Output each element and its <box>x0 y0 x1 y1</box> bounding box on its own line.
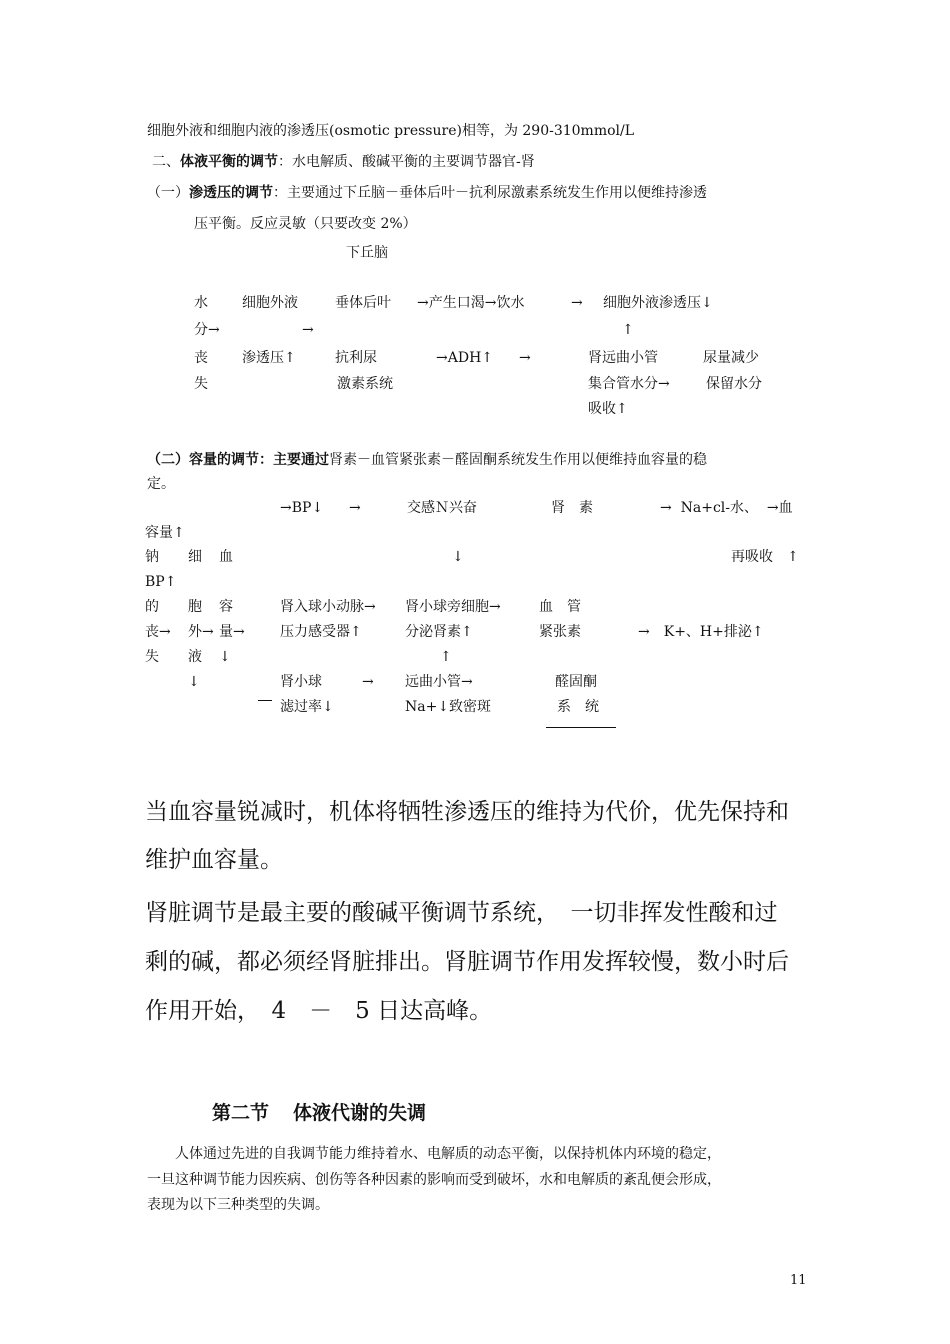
vflow-baro-1: 肾入球小动脉→ <box>280 599 376 615</box>
vol-line1-rest: 肾素－血管紧张素－醛固酮系统发生作用以便维持血容量的稳 <box>329 452 707 468</box>
vflow-gfr-2: 滤过率↓ <box>280 699 334 715</box>
vflow-arrow-b: → <box>362 674 374 690</box>
section2-heading-line <box>152 153 535 171</box>
vflow-up-2: ↑ <box>440 649 452 665</box>
flow-water-3: 丧 <box>194 350 208 366</box>
vflow-aldo-2: 系 统 <box>557 699 599 715</box>
vflow-col3-2: 量→ <box>219 624 245 640</box>
flow-water-2: 分→ <box>194 322 220 338</box>
flow-adh: →ADH↑ <box>436 350 494 366</box>
vflow-underline <box>546 727 616 728</box>
vflow-col2-1: 胞 <box>188 599 202 615</box>
flow-distal-1: 肾远曲小管 <box>588 350 658 366</box>
vflow-sympathetic: 交感Ｎ兴奋 <box>407 500 477 516</box>
vflow-col3-0: 血 <box>219 549 233 565</box>
flow-osm-up: 渗透压↑ <box>242 350 296 366</box>
osm-line2: 压平衡。反应灵敏（只要改变 2%） <box>194 216 417 232</box>
vflow-col2-3: 液 <box>188 649 202 665</box>
big-p2-line3: 作用开始， 4 － 5 日达高峰。 <box>145 998 493 1024</box>
vflow-col2-0: 细 <box>188 549 202 565</box>
flow-urine-2: 保留水分 <box>706 376 762 392</box>
section-number: 第二节 <box>212 1102 270 1124</box>
page-number: 11 <box>790 1273 807 1288</box>
vflow-reabsorb: 再吸收 ↑ <box>731 549 799 565</box>
vflow-col1-0: 钠 <box>145 549 159 565</box>
vflow-renin: 肾 素 <box>551 500 593 516</box>
flow-water-4: 失 <box>194 376 208 392</box>
vflow-jg-1: 肾小球旁细胞→ <box>405 599 501 615</box>
big-p2-line1: 肾脏调节是最主要的酸碱平衡调节系统， 一切非挥发性酸和过 <box>145 900 778 926</box>
big-p1-line2: 维护血容量。 <box>145 847 283 873</box>
flow-arrow-3: → <box>519 350 531 366</box>
vflow-vol-up: 容量↑ <box>145 525 185 541</box>
flow-arrow-2: → <box>571 295 583 311</box>
osm-heading: 渗透压的调节 <box>189 185 273 201</box>
osm-line1-rest: ：主要通过下丘脑－垂体后叶－抗利尿激素系统发生作用以便维持渗透 <box>273 185 707 201</box>
vflow-angio-1: 血 管 <box>539 599 581 615</box>
osm-heading-line <box>147 184 707 202</box>
flow-ecf: 细胞外液 <box>242 295 298 311</box>
intro-line: 细胞外液和细胞内液的渗透压(osmotic pressure)相等，为 290-310mmol/L <box>147 123 635 139</box>
big-p1-line1: 当血容量锐减时，机体将牺牲渗透压的维持为代价，优先保持和 <box>145 799 789 825</box>
vflow-gfr-1: 肾小球 <box>280 674 322 690</box>
vol-main-bold: ：主要通过 <box>259 452 329 468</box>
vol-prefix: （二） <box>147 452 189 468</box>
section-title <box>212 1100 426 1126</box>
vflow-jg-2: 分泌肾素↑ <box>405 624 473 640</box>
flow-adh-system-1: 抗利尿 <box>335 350 377 366</box>
vol-line2: 定。 <box>147 476 175 492</box>
vol-heading-line <box>147 451 707 469</box>
flow-adh-system-2: 激素系统 <box>337 376 393 392</box>
flow-pituitary: 垂体后叶 <box>335 295 391 311</box>
vflow-arrow-a: → <box>349 500 361 516</box>
vflow-col1-1: 的 <box>145 599 159 615</box>
vflow-bp-down: →BP↓ <box>280 500 324 516</box>
vflow-col1-2: 丧→ <box>145 624 171 640</box>
osm-prefix: （一） <box>147 185 189 201</box>
para-line3: 表现为以下三种类型的失调。 <box>147 1197 329 1213</box>
flow-ecf-osm-down: 细胞外液渗透压↓ <box>603 295 713 311</box>
vflow-bp-up: BP↑ <box>145 574 177 590</box>
vflow-col1-3: 失 <box>145 649 159 665</box>
para-line2: 一旦这种调节能力因疾病、创伤等各种因素的影响而受到破坏，水和电解质的紊乱便会形成， <box>147 1172 721 1188</box>
vflow-col3-1: 容 <box>219 599 233 615</box>
flow-up-arrow: ↑ <box>622 322 634 338</box>
flow-urine-1: 尿量减少 <box>703 350 759 366</box>
vflow-k-h: → K+、H+排泌↑ <box>638 624 764 640</box>
big-p2-line2: 剩的碱，都必须经肾脏排出。肾脏调节作用发挥较慢，数小时后 <box>145 949 789 975</box>
vol-heading: 容量的调节 <box>189 452 259 468</box>
vflow-na-cl: → Na+cl-水、 →血 <box>660 500 793 516</box>
section2-prefix: 二、 <box>152 154 180 170</box>
section2-rest: ：水电解质、酸碱平衡的主要调节器官-肾 <box>278 154 535 170</box>
vflow-dash <box>258 700 272 701</box>
vflow-angio-2: 紧张素 <box>539 624 581 640</box>
vflow-baro-2: 压力感受器↑ <box>280 624 362 640</box>
flow-water-1: 水 <box>194 295 208 311</box>
flow-hypothalamus: 下丘脑 <box>346 245 388 261</box>
flow-distal-2: 集合管水分→ <box>588 376 670 392</box>
flow-distal-3: 吸收↑ <box>588 401 628 417</box>
section2-heading: 体液平衡的调节 <box>180 154 278 170</box>
vflow-aldo-1: 醛固酮 <box>555 674 597 690</box>
flow-thirst: →产生口渴→饮水 <box>417 295 525 311</box>
para-line1: 人体通过先进的自我调节能力维持着水、电解质的动态平衡，以保持机体内环境的稳定， <box>147 1146 721 1162</box>
vflow-col3-3: ↓ <box>219 649 231 665</box>
vflow-down-left: ↓ <box>188 674 200 690</box>
vflow-down-1: ↓ <box>452 549 464 565</box>
flow-arrow-1: → <box>302 322 314 338</box>
vflow-macula-1: 远曲小管→ <box>405 674 473 690</box>
vflow-macula-2: Na+↓致密斑 <box>405 699 492 715</box>
vflow-col2-2: 外→ <box>188 624 214 640</box>
section-title-text: 体液代谢的失调 <box>293 1102 427 1124</box>
